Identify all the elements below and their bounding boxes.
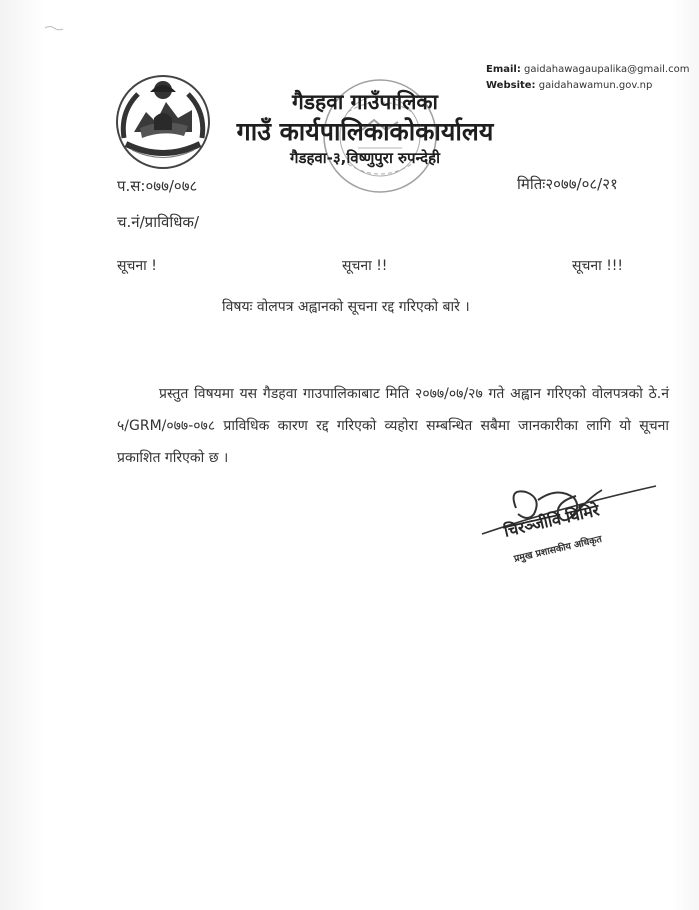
signatory-name: चिरञ्जीवि घिमिरे bbox=[501, 500, 602, 541]
notice-heading-1: सूचना ! bbox=[117, 258, 157, 274]
office-address: गैडहवा-३,विष्णुपुरा रुपन्देही bbox=[290, 149, 440, 167]
email-address: gaidahawagaupalika@gmail.com bbox=[524, 64, 690, 75]
municipality-name: गैडहवा गाउँपालिका bbox=[291, 90, 438, 114]
website-address: gaidahawamun.gov.np bbox=[538, 80, 653, 91]
subject-line: विषयः वोलपत्र अह्वानको सूचना रद्द गरिएको बारे । bbox=[222, 299, 470, 315]
notice-heading-2: सूचना !! bbox=[342, 258, 388, 274]
signatory-title: प्रमुख प्रशासकीय अधिकृत bbox=[512, 533, 603, 565]
dispatch-number: च.नं/प्राविधिक/ bbox=[117, 213, 200, 231]
website-label: Website: bbox=[486, 80, 536, 91]
notice-body: प्रस्तुत विषयमा यस गैडहवा गाउपालिकाबाट मिति २०७७/०७/२७ गते अह्वान गरिएको वोलपत्रको ठे.नं ५/GRM/०७७-०७८ प्राविधिक कारण रद्द गरिएको व्यहोरा सम्बन्धित सबैमा जानकारीका लागि यो सूचना प्रकाशित गरिएको छ । bbox=[117, 386, 669, 466]
scan-mark bbox=[44, 24, 64, 32]
letter-number: प.स:०७७/०७८ bbox=[117, 177, 198, 195]
notice-heading-3: सूचना !!! bbox=[572, 258, 624, 274]
letter-date: मितिः२०७७/०८/२१ bbox=[517, 175, 618, 193]
email-row bbox=[486, 62, 689, 78]
email-label: Email: bbox=[486, 64, 521, 75]
office-name: गाउँ कार्यपालिकाकोकार्यालय bbox=[236, 117, 494, 146]
